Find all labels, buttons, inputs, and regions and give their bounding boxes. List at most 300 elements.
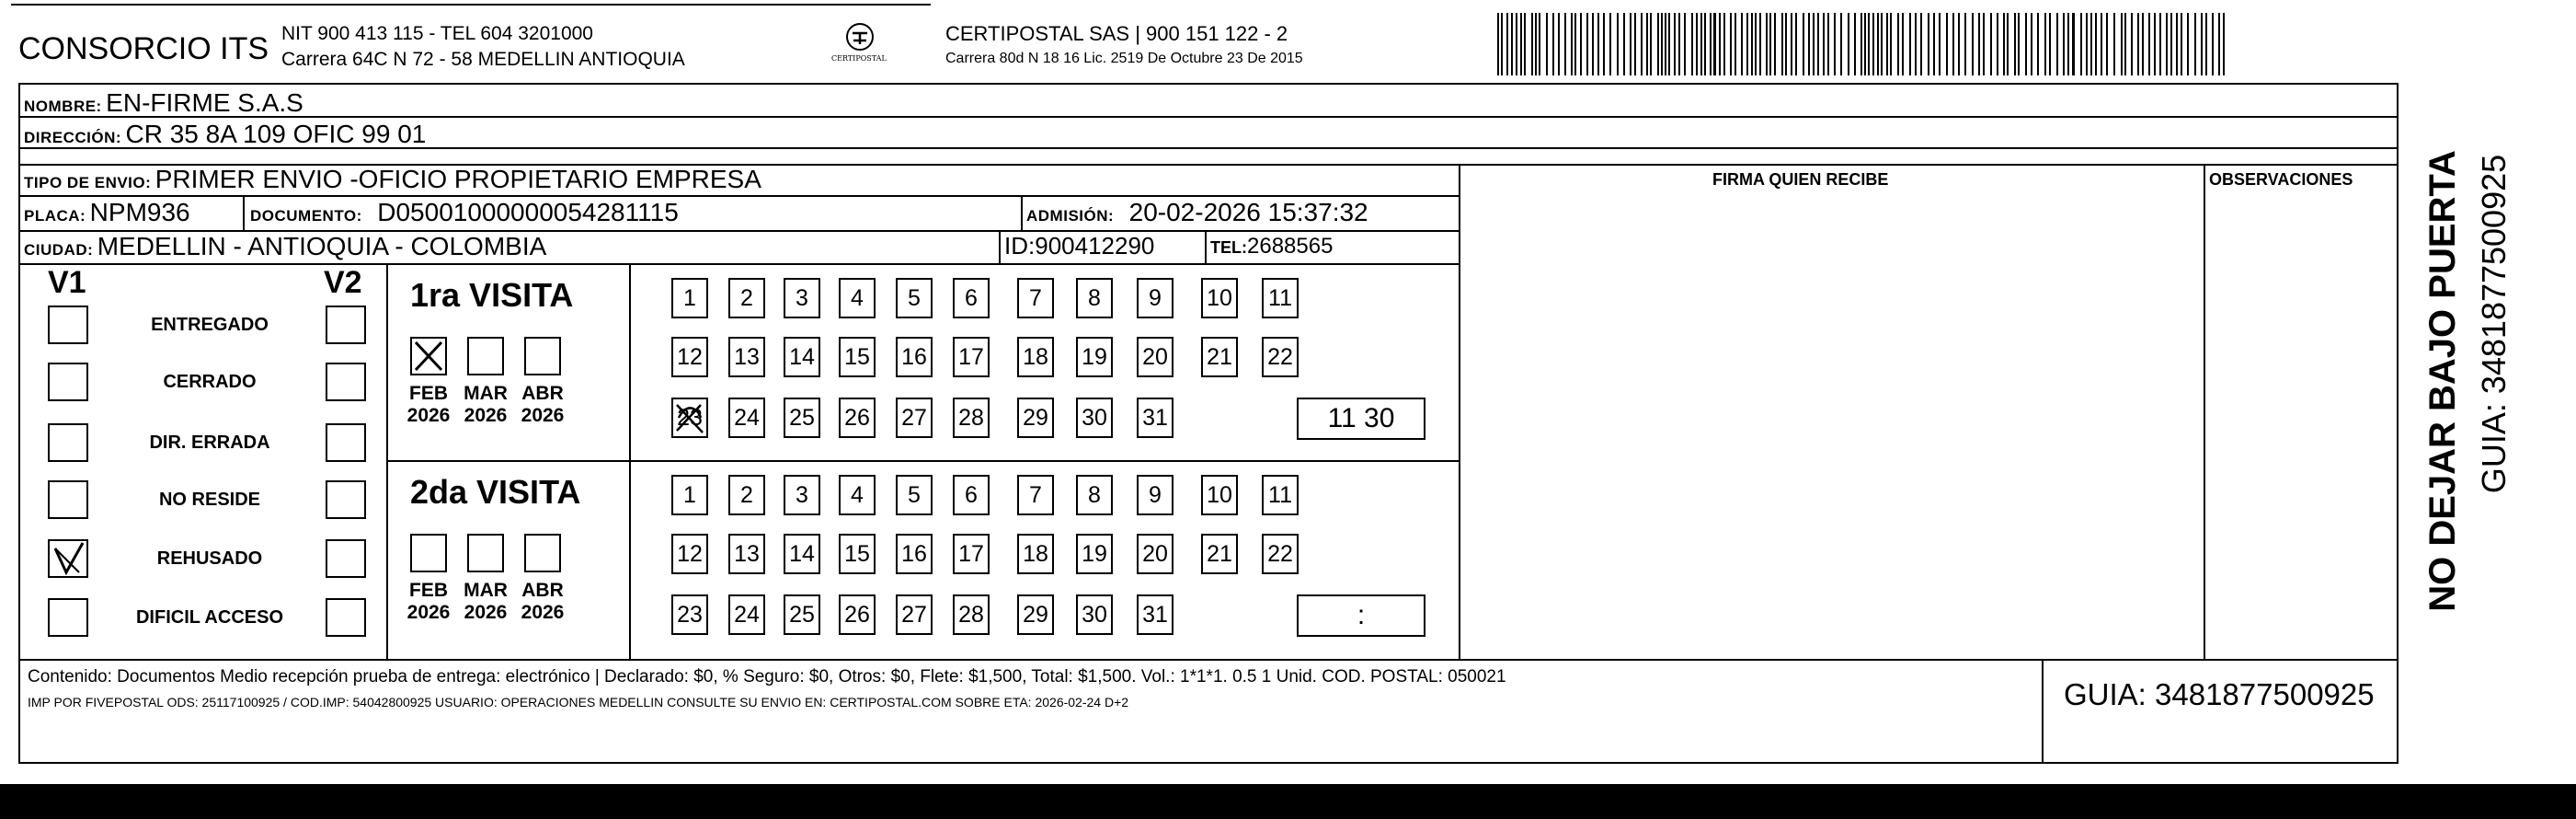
barcode-bar — [1678, 13, 1680, 75]
day-box[interactable] — [671, 475, 708, 515]
day-number: 31 — [1142, 601, 1168, 628]
firma-header: FIRMA QUIEN RECIBE — [1712, 170, 1889, 189]
check-icon — [50, 541, 86, 576]
day-box[interactable] — [1137, 337, 1174, 377]
barcode-bar — [2166, 13, 2168, 75]
barcode-bar — [1641, 13, 1643, 75]
month-name: MAR — [464, 580, 508, 601]
day-box[interactable] — [953, 278, 990, 318]
admision-label: ADMISIÓN: — [1026, 207, 1115, 225]
barcode-bar — [1546, 13, 1548, 75]
day-box[interactable] — [1076, 594, 1113, 635]
barcode-bar — [1928, 13, 1929, 75]
day-number: 20 — [1142, 343, 1168, 370]
barcode-bar — [2170, 13, 2172, 75]
day-number: 9 — [1149, 481, 1162, 508]
day-box[interactable] — [784, 398, 820, 438]
logo-text: CERTIPOSTAL — [831, 54, 887, 63]
barcode-bar — [2159, 13, 2161, 75]
day-box[interactable] — [671, 278, 708, 318]
observaciones-header: OBSERVACIONES — [2209, 170, 2353, 189]
visit-title: 2da VISITA — [410, 473, 581, 511]
day-number: 30 — [1082, 601, 1107, 628]
barcode-bar — [2063, 13, 2065, 75]
v1-checkbox[interactable] — [48, 480, 88, 519]
month-checkbox[interactable] — [524, 337, 561, 375]
month-checkbox[interactable] — [410, 534, 447, 572]
day-box[interactable] — [728, 398, 765, 438]
day-number: 14 — [789, 343, 815, 370]
day-number: 15 — [844, 343, 870, 370]
day-number: 22 — [1267, 540, 1293, 567]
barcode-bar — [1868, 13, 1870, 75]
day-box[interactable] — [839, 534, 876, 574]
day-box[interactable] — [1201, 337, 1238, 377]
barcode-bar — [2113, 13, 2115, 75]
v1-checkbox[interactable] — [48, 539, 88, 578]
barcode-bar — [2181, 13, 2182, 75]
day-box[interactable] — [1262, 534, 1299, 574]
barcode-bar — [2176, 13, 2178, 75]
barcode-bar — [2044, 13, 2046, 75]
day-box[interactable] — [1137, 398, 1174, 438]
barcode-bar — [1691, 13, 1693, 75]
month-year: 2026 — [521, 602, 565, 624]
barcode-bar — [1902, 13, 1904, 75]
barcode-bar — [1952, 13, 1954, 75]
day-number: 13 — [734, 540, 760, 567]
v1-checkbox[interactable] — [48, 598, 88, 637]
documento-value: D05001000000054281115 — [377, 198, 679, 226]
day-box[interactable] — [784, 534, 820, 574]
day-number: 29 — [1023, 601, 1048, 628]
day-box[interactable] — [839, 278, 876, 318]
barcode-bar — [1813, 13, 1815, 75]
tipo-envio-label: TIPO DE ENVIO: — [24, 174, 152, 191]
day-number: 20 — [1142, 540, 1168, 567]
barcode-bar — [1848, 13, 1849, 75]
barcode-graphic — [1497, 13, 2226, 75]
carrier-address: Carrera 80d N 18 16 Lic. 2519 De Octubre 23 De 2015 — [945, 51, 1303, 66]
day-number: 19 — [1082, 343, 1107, 370]
barcode-bar — [2056, 13, 2058, 75]
day-number: 27 — [901, 404, 927, 431]
time-box[interactable]: 11 30 — [1297, 398, 1425, 440]
barcode-bar — [1580, 13, 1582, 75]
barcode-bar — [1751, 13, 1753, 75]
barcode-bar — [1506, 13, 1508, 75]
barcode-bar — [1704, 13, 1706, 75]
day-number: 28 — [958, 404, 984, 431]
barcode-bar — [1552, 13, 1554, 75]
day-box[interactable] — [839, 398, 876, 438]
day-box[interactable] — [896, 337, 933, 377]
day-number: 4 — [851, 284, 864, 311]
day-box[interactable] — [671, 398, 708, 438]
day-box[interactable] — [839, 475, 876, 515]
day-number: 23 — [677, 601, 703, 628]
barcode-bar — [1684, 13, 1686, 75]
time-box[interactable]: : — [1297, 594, 1425, 637]
barcode-bar — [1803, 13, 1804, 75]
day-box[interactable] — [728, 278, 765, 318]
v1-label: V1 — [48, 265, 86, 300]
day-box[interactable] — [671, 594, 708, 635]
barcode-bar — [2003, 13, 2005, 75]
day-number: 11 — [1268, 284, 1292, 311]
logo-icon — [809, 18, 910, 74]
day-number: 8 — [1088, 481, 1101, 508]
day-box[interactable] — [671, 337, 708, 377]
month-name: FEB — [409, 580, 448, 601]
day-box[interactable] — [1137, 534, 1174, 574]
month-label — [401, 580, 456, 624]
company-name: CONSORCIO ITS — [18, 31, 269, 66]
barcode-bar — [1808, 13, 1810, 75]
placa-value: NPM936 — [89, 198, 190, 226]
barcode-bar — [2154, 13, 2156, 75]
v2-checkbox[interactable] — [326, 363, 366, 401]
barcode-bar — [1617, 13, 1619, 75]
barcode-bar — [2124, 13, 2126, 75]
day-box[interactable] — [784, 337, 820, 377]
scribble-mark-icon — [673, 399, 706, 436]
barcode-bar — [1623, 13, 1625, 75]
day-box[interactable] — [1137, 278, 1174, 318]
barcode-bar — [1840, 13, 1842, 75]
day-box[interactable] — [1076, 337, 1113, 377]
barcode-bar — [1741, 13, 1743, 75]
month-checkbox[interactable] — [467, 337, 504, 375]
barcode-bar — [1592, 13, 1594, 75]
status-label: REHUSADO — [156, 548, 263, 569]
month-checkbox[interactable] — [467, 534, 504, 572]
day-number: 4 — [851, 481, 864, 508]
admision-field — [1026, 200, 1368, 225]
barcode-bar — [1886, 13, 1888, 75]
v1-checkbox[interactable] — [48, 363, 88, 401]
day-number: 24 — [734, 404, 760, 431]
tel-value: 2688565 — [1247, 234, 1334, 259]
day-box[interactable] — [728, 337, 765, 377]
day-box[interactable] — [953, 475, 990, 515]
day-box[interactable] — [953, 398, 990, 438]
day-number: 5 — [908, 284, 921, 311]
day-number: 6 — [965, 481, 978, 508]
month-checkbox[interactable] — [410, 337, 447, 375]
month-label — [458, 383, 513, 427]
ciudad-label: CIUDAD: — [24, 241, 94, 259]
barcode-bar — [1564, 13, 1566, 75]
day-number: 9 — [1149, 284, 1162, 311]
barcode-bar — [1735, 13, 1736, 75]
barcode-bar — [1791, 13, 1792, 75]
barcode-bar — [1558, 13, 1560, 75]
day-box[interactable] — [1017, 398, 1054, 438]
barcode-bar — [1964, 13, 1966, 75]
month-name: ABR — [521, 383, 564, 404]
day-number: 19 — [1082, 540, 1107, 567]
day-box[interactable] — [784, 278, 820, 318]
barcode-bar — [1501, 13, 1503, 75]
month-name: MAR — [464, 383, 508, 404]
barcode-bar — [1634, 13, 1636, 75]
barcode-bar — [1539, 13, 1540, 75]
barcode-bar — [1696, 13, 1698, 75]
x-mark-icon — [412, 339, 445, 374]
day-number: 14 — [789, 540, 815, 567]
contenido-line: Contenido: Documentos Medio recepción prueba de entrega: electrónico | Declarado: $0, % Seguro: $0, Otros: $0, Flete: $1,500, Total: $1,500. Vol.: 1*1*1. 0.5 1 Unid. COD. POSTAL: 050021 — [28, 667, 1506, 686]
day-box[interactable] — [784, 475, 820, 515]
day-number: 1 — [683, 284, 696, 311]
day-number: 16 — [901, 540, 927, 567]
barcode-bar — [1674, 13, 1676, 75]
barcode-bar — [1827, 13, 1829, 75]
month-name: ABR — [521, 580, 564, 601]
barcode-bar — [1630, 13, 1631, 75]
barcode-bar — [1785, 13, 1787, 75]
day-number: 8 — [1088, 284, 1101, 311]
barcode-bar — [1759, 13, 1761, 75]
day-number: 2 — [740, 284, 753, 311]
tel-field — [1210, 236, 1333, 258]
barcode-bar — [1524, 13, 1526, 75]
barcode-bar — [1860, 13, 1862, 75]
day-number: 30 — [1082, 404, 1107, 431]
day-box[interactable] — [1076, 534, 1113, 574]
barcode-bar — [1657, 13, 1659, 75]
barcode-bar — [1997, 13, 1998, 75]
day-box[interactable] — [896, 534, 933, 574]
company-nit: NIT 900 413 115 - TEL 604 3201000 — [281, 23, 593, 44]
barcode-bar — [2037, 13, 2039, 75]
barcode-bar — [2007, 13, 2009, 75]
day-number: 27 — [901, 601, 927, 628]
day-box[interactable] — [1201, 475, 1238, 515]
barcode-bar — [1817, 13, 1819, 75]
day-number: 3 — [796, 284, 808, 311]
day-number: 21 — [1207, 343, 1232, 370]
barcode-bar — [1781, 13, 1783, 75]
barcode-bar — [1497, 13, 1499, 75]
barcode-bar — [2095, 13, 2097, 75]
barcode-bar — [1978, 13, 1980, 75]
v2-checkbox[interactable] — [326, 598, 366, 637]
barcode-bar — [1877, 13, 1879, 75]
day-box[interactable] — [896, 594, 933, 635]
day-number: 13 — [734, 343, 760, 370]
barcode-bar — [1909, 13, 1911, 75]
day-number: 3 — [796, 481, 808, 508]
status-label: CERRADO — [163, 372, 257, 392]
id-label: ID: — [1004, 232, 1036, 260]
barcode-bar — [1650, 13, 1652, 75]
barcode-bar — [2218, 13, 2220, 75]
side-warning: NO DEJAR BAJO PUERTA — [2422, 150, 2463, 612]
guia-box: GUIA: 3481877500925 — [2064, 677, 2375, 711]
barcode-bar — [2090, 13, 2092, 75]
month-label — [401, 383, 456, 427]
barcode-bar — [1571, 13, 1573, 75]
v1-checkbox[interactable] — [48, 306, 88, 344]
status-label: NO RESIDE — [158, 490, 261, 510]
day-box[interactable] — [671, 534, 708, 574]
month-checkbox[interactable] — [524, 534, 561, 572]
barcode-bar — [1746, 13, 1748, 75]
day-box[interactable] — [953, 534, 990, 574]
day-box[interactable] — [1137, 594, 1174, 635]
direccion-field — [24, 121, 426, 147]
barcode-bar — [1668, 13, 1670, 75]
barcode-bar — [1730, 13, 1732, 75]
barcode-bar — [2080, 13, 2082, 75]
day-box[interactable] — [1017, 594, 1054, 635]
day-box[interactable] — [1262, 337, 1299, 377]
placa-label: PLACA: — [24, 207, 86, 225]
barcode-bar — [2137, 13, 2139, 75]
day-number: 1 — [683, 481, 696, 508]
barcode-bar — [2086, 13, 2088, 75]
month-label — [458, 580, 513, 624]
admision-value: 20-02-2026 15:37:32 — [1128, 198, 1368, 226]
day-box[interactable] — [1262, 475, 1299, 515]
day-box[interactable] — [953, 594, 990, 635]
day-number: 21 — [1207, 540, 1232, 567]
barcode-bar — [1586, 13, 1588, 75]
barcode-bar — [1823, 13, 1825, 75]
day-number: 31 — [1142, 404, 1168, 431]
month-label — [515, 580, 570, 624]
barcode-bar — [1939, 13, 1941, 75]
day-box[interactable] — [1262, 278, 1299, 318]
v2-checkbox[interactable] — [326, 539, 366, 578]
day-box[interactable] — [728, 594, 765, 635]
month-year: 2026 — [464, 602, 508, 624]
barcode-bar — [1723, 13, 1725, 75]
barcode-bar — [1890, 13, 1892, 75]
tipo-envio-value: PRIMER ENVIO -OFICIO PROPIETARIO EMPRESA — [155, 165, 761, 193]
barcode-bar — [2121, 13, 2123, 75]
barcode-bar — [1597, 13, 1599, 75]
barcode-bar — [1755, 13, 1757, 75]
day-box[interactable] — [1017, 337, 1054, 377]
barcode-bar — [1511, 13, 1513, 75]
v2-checkbox[interactable] — [326, 423, 366, 462]
day-box[interactable] — [839, 337, 876, 377]
day-box[interactable] — [728, 475, 765, 515]
v2-checkbox[interactable] — [326, 306, 366, 344]
day-box[interactable] — [1201, 278, 1238, 318]
direccion-label: DIRECCIÓN: — [24, 129, 122, 146]
v2-checkbox[interactable] — [326, 480, 366, 519]
nombre-label: NOMBRE: — [24, 98, 102, 115]
id-value: 900412290 — [1035, 232, 1155, 260]
barcode-bar — [1574, 13, 1576, 75]
barcode-bar — [2142, 13, 2144, 75]
status-label: ENTREGADO — [151, 315, 269, 335]
tipo-envio-field — [24, 167, 761, 192]
barcode-bar — [1710, 13, 1712, 75]
day-number: 24 — [734, 601, 760, 628]
barcode-bar — [2148, 13, 2150, 75]
month-label — [515, 383, 570, 427]
day-number: 29 — [1023, 404, 1048, 431]
day-number: 23 — [677, 404, 703, 431]
day-number: 16 — [901, 343, 927, 370]
barcode-bar — [1854, 13, 1856, 75]
day-box[interactable] — [1201, 534, 1238, 574]
barcode-bar — [1535, 13, 1537, 75]
day-box[interactable] — [1076, 278, 1113, 318]
barcode-bar — [1766, 13, 1768, 75]
day-box[interactable] — [1017, 278, 1054, 318]
month-year: 2026 — [521, 405, 565, 427]
day-box[interactable] — [784, 594, 820, 635]
day-box[interactable] — [1076, 475, 1113, 515]
barcode-bar — [1864, 13, 1866, 75]
barcode-bar — [2201, 13, 2203, 75]
barcode-bar — [1769, 13, 1771, 75]
day-box[interactable] — [839, 594, 876, 635]
barcode-bar — [1872, 13, 1874, 75]
barcode-bar — [2101, 13, 2102, 75]
day-number: 17 — [958, 343, 984, 370]
barcode-bar — [1665, 13, 1666, 75]
month-year: 2026 — [464, 405, 508, 427]
barcode-bar — [1795, 13, 1797, 75]
barcode-bar — [2018, 13, 2020, 75]
carrier-line: CERTIPOSTAL SAS | 900 151 122 - 2 — [945, 22, 1288, 45]
barcode-bar — [2014, 13, 2016, 75]
v2-label: V2 — [324, 265, 362, 300]
documento-label: DOCUMENTO: — [250, 207, 362, 225]
day-box[interactable] — [1017, 475, 1054, 515]
day-box[interactable] — [1137, 475, 1174, 515]
barcode-bar — [1719, 13, 1721, 75]
day-box[interactable] — [1017, 534, 1054, 574]
barcode-bar — [2194, 13, 2196, 75]
top-rule — [11, 4, 931, 6]
barcode-bar — [1609, 13, 1611, 75]
barcode-bar — [1897, 13, 1899, 75]
day-box[interactable] — [896, 475, 933, 515]
barcode-bar — [1700, 13, 1702, 75]
day-box[interactable] — [896, 398, 933, 438]
barcode-bar — [1520, 13, 1522, 75]
v1-checkbox[interactable] — [48, 423, 88, 462]
barcode-bar — [1661, 13, 1663, 75]
day-box[interactable] — [896, 278, 933, 318]
day-number: 22 — [1267, 343, 1293, 370]
day-number: 5 — [908, 481, 921, 508]
day-number: 15 — [844, 540, 870, 567]
barcode-bar — [1603, 13, 1605, 75]
barcode-bar — [2025, 13, 2027, 75]
barcode-bar — [2067, 13, 2069, 75]
day-box[interactable] — [1076, 398, 1113, 438]
day-number: 7 — [1029, 284, 1042, 311]
day-box[interactable] — [728, 534, 765, 574]
imp-line: IMP POR FIVEPOSTAL ODS: 25117100925 / COD.IMP: 54042800925 USUARIO: OPERACIONES MEDELLIN CONSULTE SU ENVIO EN: CERTIPOSTAL.COM SOBRE ETA: 2026-02-24 D+2 — [28, 695, 1129, 709]
barcode-bar — [2072, 13, 2075, 75]
nombre-value: EN-FIRME S.A.S — [106, 88, 303, 117]
barcode-bar — [2049, 13, 2051, 75]
barcode-bar — [1915, 13, 1917, 75]
barcode-bar — [1990, 13, 1992, 75]
barcode-bar — [1920, 13, 1922, 75]
day-box[interactable] — [953, 337, 990, 377]
placa-field — [24, 200, 190, 225]
